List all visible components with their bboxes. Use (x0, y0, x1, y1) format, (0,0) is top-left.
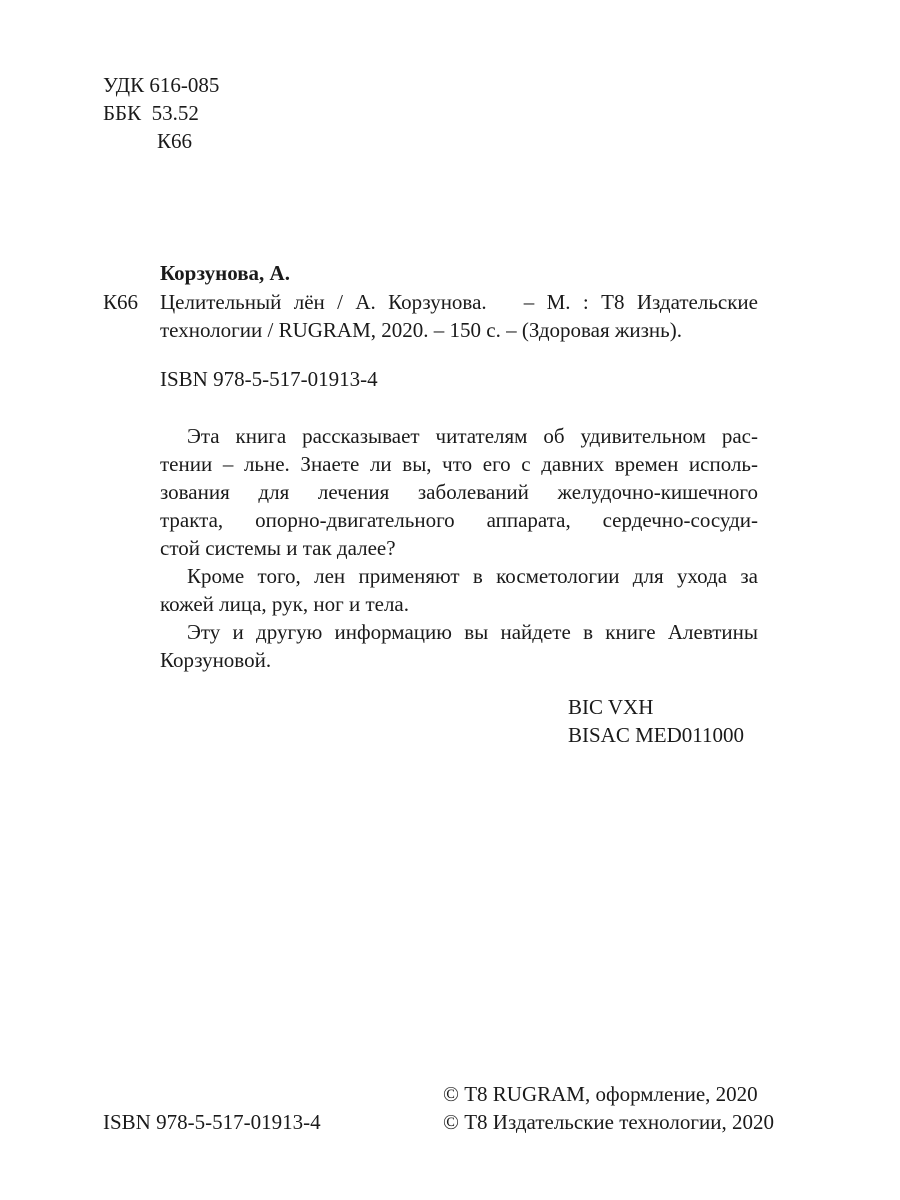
udk-code: УДК 616-085 (103, 73, 220, 97)
bisac-code: BISAC MED011000 (568, 723, 744, 747)
bbk-code: ББК 53.52 (103, 101, 199, 125)
bib-line-2: технологии / RUGRAM, 2020. – 150 с. – (Здоровая жизнь). (160, 318, 682, 342)
isbn-main: ISBN 978-5-517-01913-4 (160, 367, 378, 391)
annotation-line: Кроме того, лен применяют в косметологии для ухода за (187, 564, 758, 588)
annotation-line: кожей лица, рук, ног и тела. (160, 592, 409, 616)
bic-code: BIC VXH (568, 695, 654, 719)
annotation-line: тракта, опорно-двигательного аппарата, сердечно-сосуди- (160, 508, 758, 532)
copyright-design: © Т8 RUGRAM, оформление, 2020 (443, 1082, 758, 1106)
annotation-line: стой системы и так далее? (160, 536, 396, 560)
author-mark-inline: К66 (103, 290, 139, 314)
annotation-line: Корзуновой. (160, 648, 272, 672)
copyright-publisher: © Т8 Издательские технологии, 2020 (443, 1110, 774, 1134)
annotation-line: Эту и другую информацию вы найдете в книге Алевтины (187, 620, 758, 644)
author-heading: Корзунова, А. (160, 261, 290, 285)
isbn-footer: ISBN 978-5-517-01913-4 (103, 1110, 321, 1134)
bib-line-1: Целительный лён / А. Корзунова. – М. : Т8 Издательские (160, 290, 758, 314)
annotation-line: зования для лечения заболеваний желудочно-кишечного (160, 480, 758, 504)
author-mark: К66 (157, 129, 193, 153)
annotation-line: тении – льне. Знаете ли вы, что его с давних времен исполь- (160, 452, 758, 476)
annotation-line: Эта книга рассказывает читателям об удивительном рас- (187, 424, 758, 448)
